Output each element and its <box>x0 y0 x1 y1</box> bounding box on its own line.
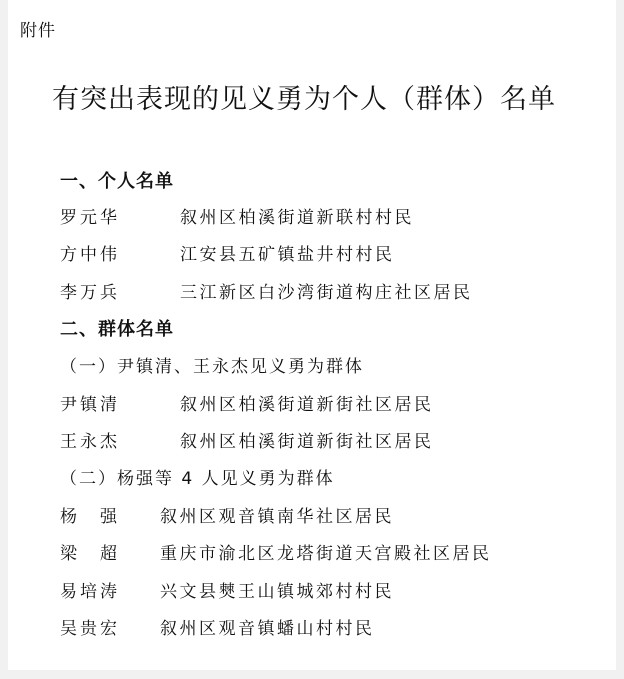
document-page <box>8 0 616 670</box>
person-name: 尹镇清 <box>60 395 120 415</box>
person-name: 吴贵宏 <box>60 619 120 639</box>
list-item <box>8 242 608 268</box>
attachment-label: 附件 <box>20 21 56 41</box>
list-item <box>8 280 608 306</box>
person-address: 江安县五矿镇盐井村村民 <box>180 245 395 265</box>
person-address: 三江新区白沙湾街道构庄社区居民 <box>180 283 473 303</box>
person-address: 叙州区柏溪街道新联村村民 <box>180 208 414 228</box>
person-address: 叙州区柏溪街道新街社区居民 <box>180 395 434 415</box>
group-heading-2: （二）杨强等 4 人见义勇为群体 <box>60 469 335 489</box>
section-heading-individuals: 一、个人名单 <box>60 171 174 192</box>
group-heading-1: （一）尹镇清、王永杰见义勇为群体 <box>60 357 364 377</box>
person-name: 李万兵 <box>60 283 120 303</box>
list-item <box>8 429 608 455</box>
document-title: 有突出表现的见义勇为个人（群体）名单 <box>52 84 556 115</box>
person-address: 叙州区观音镇南华社区居民 <box>160 507 394 527</box>
person-name: 方中伟 <box>60 245 120 265</box>
list-item <box>8 579 608 605</box>
person-address: 重庆市渝北区龙塔街道天宫殿社区居民 <box>160 544 492 564</box>
person-name: 罗元华 <box>60 208 120 228</box>
list-item <box>8 392 608 418</box>
section-heading-groups: 二、群体名单 <box>60 319 174 340</box>
list-item <box>8 541 608 567</box>
person-name: 王永杰 <box>60 432 120 452</box>
list-item <box>8 504 608 530</box>
person-name: 杨 强 <box>60 507 120 527</box>
person-name: 梁 超 <box>60 544 120 564</box>
person-address: 兴文县僰王山镇城郊村村民 <box>160 582 394 602</box>
list-item <box>8 616 608 642</box>
list-item <box>8 205 608 231</box>
person-address: 叙州区柏溪街道新街社区居民 <box>180 432 434 452</box>
person-address: 叙州区观音镇蟠山村村民 <box>160 619 375 639</box>
person-name: 易培涛 <box>60 582 120 602</box>
